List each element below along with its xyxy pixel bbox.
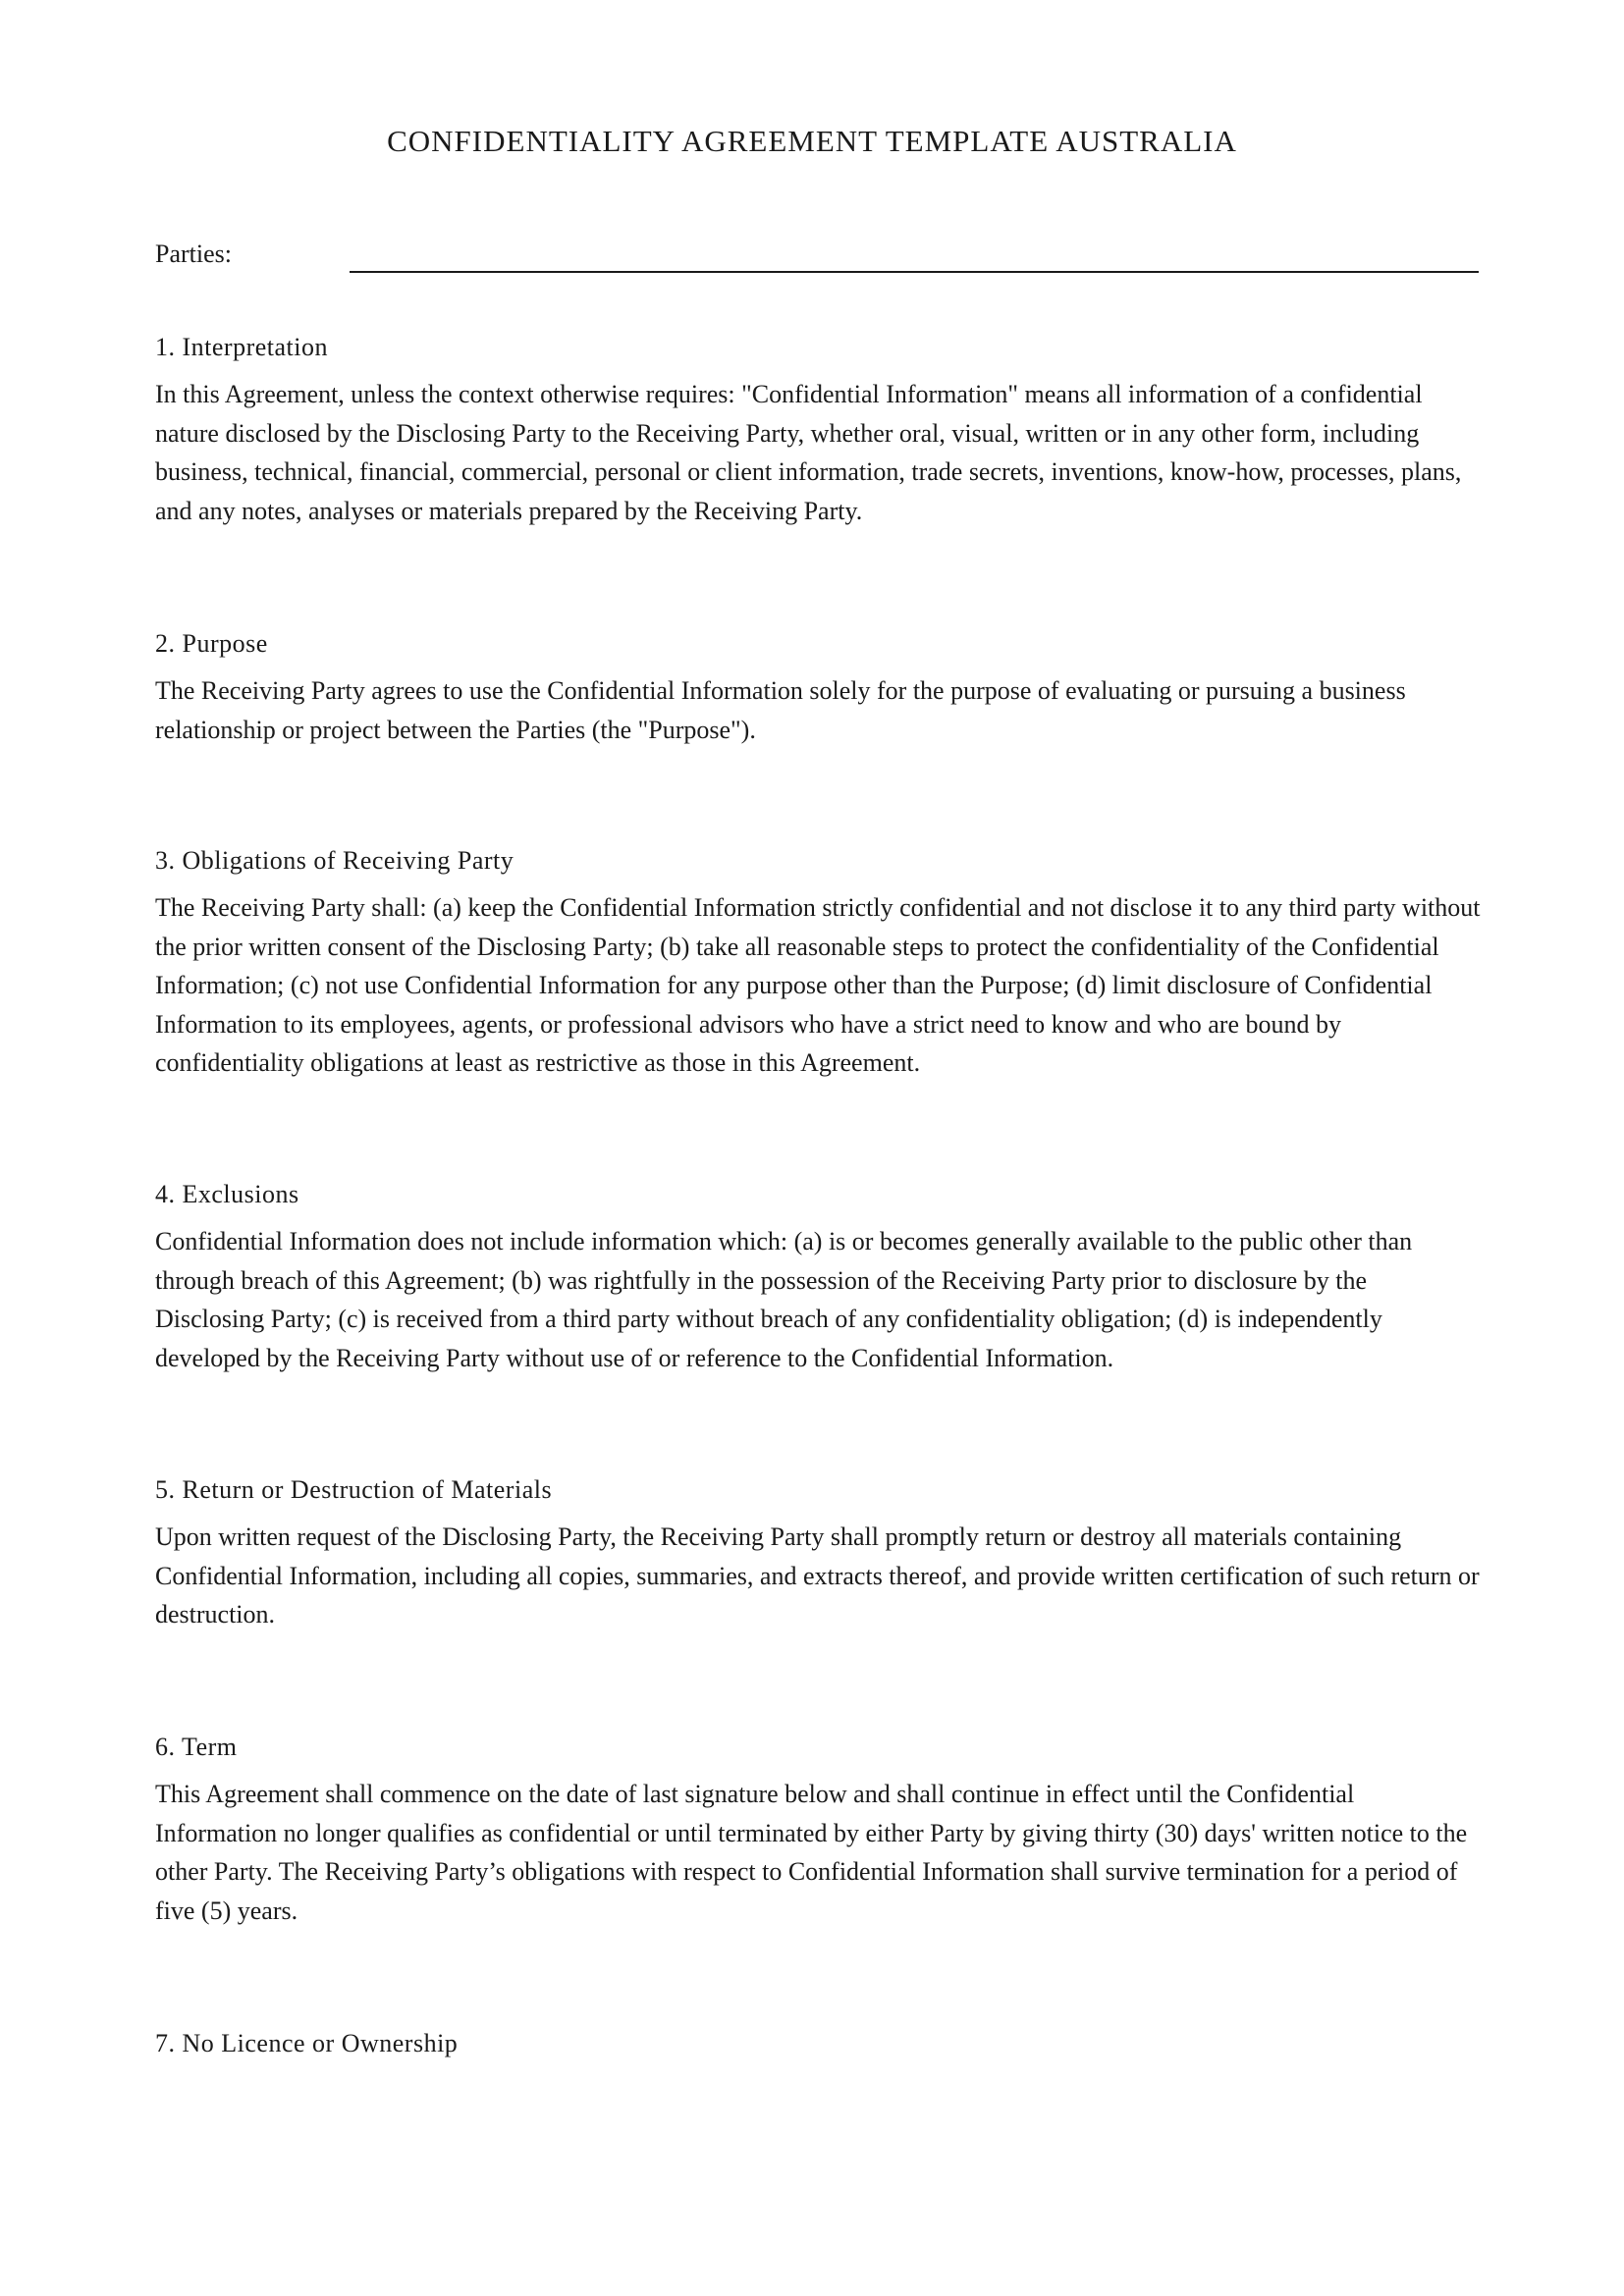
parties-blank-line xyxy=(350,271,1479,273)
section-heading: 3. Obligations of Receiving Party xyxy=(155,846,514,875)
section-return-destruction xyxy=(155,1474,1481,1634)
section-no-licence xyxy=(155,2028,1481,2071)
section-body: The Receiving Party agrees to use the Confidential Information solely for the purpose of evaluating or pursuing a business relationship or project between the Parties (the "Purpose"). xyxy=(155,676,1406,744)
section-term xyxy=(155,1732,1481,1930)
section-heading: 1. Interpretation xyxy=(155,333,328,361)
section-obligations xyxy=(155,845,1481,1083)
section-body: Upon written request of the Disclosing Party, the Receiving Party shall promptly return or destroy all materials containing Confidential Information, including all copies, summaries, and extracts thereof, and provide written certification of such return or destruction. xyxy=(155,1522,1480,1629)
section-exclusions xyxy=(155,1179,1481,1377)
section-interpretation xyxy=(155,332,1481,530)
section-purpose xyxy=(155,628,1481,749)
parties-row xyxy=(155,240,1479,279)
section-heading: 4. Exclusions xyxy=(155,1180,299,1208)
section-heading: 7. No Licence or Ownership xyxy=(155,2029,459,2057)
section-heading: 2. Purpose xyxy=(155,629,268,658)
section-heading: 6. Term xyxy=(155,1733,238,1761)
section-body: Confidential Information does not include information which: (a) is or becomes generally available to the public other than through breach of this Agreement; (b) was rightfully in the possession of the Receiving Party prior to disclosure by the Disclosing Party; (c) is received from a third party without breach of any confidentiality obligation; (d) is independently developed by the Receiving Party without use of or reference to the Confidential Information. xyxy=(155,1227,1413,1372)
section-heading: 5. Return or Destruction of Materials xyxy=(155,1475,553,1504)
section-body: This Agreement shall commence on the date of last signature below and shall continue in effect until the Confidential Information no longer qualifies as confidential or until terminated by either Party by giving thirty (30) days' written notice to the other Party. The Receiving Party’s obligations with respect to Confidential Information shall survive termination for a period of five (5) years. xyxy=(155,1780,1468,1925)
parties-label: Parties: xyxy=(155,240,232,268)
document-title: CONFIDENTIALITY AGREEMENT TEMPLATE AUSTRALIA xyxy=(387,124,1237,158)
section-body: The Receiving Party shall: (a) keep the Confidential Information strictly confidential and not disclose it to any third party without the prior written consent of the Disclosing Party; (b) take all reasonable steps to protect the confidentiality of the Confidential Information; (c) not use Confidential Information for any purpose other than the Purpose; (d) limit disclosure of Confidential Information to its employees, agents, or professional advisors who have a strict need to know and who are bound by confidentiality obligations at least as restrictive as those in this Agreement. xyxy=(155,893,1481,1077)
section-body: In this Agreement, unless the context otherwise requires: "Confidential Information" means all information of a confidential nature disclosed by the Disclosing Party to the Receiving Party, whether oral, visual, written or in any other form, including business, technical, financial, commercial, personal or client information, trade secrets, inventions, know-how, processes, plans, and any notes, analyses or materials prepared by the Receiving Party. xyxy=(155,380,1462,525)
